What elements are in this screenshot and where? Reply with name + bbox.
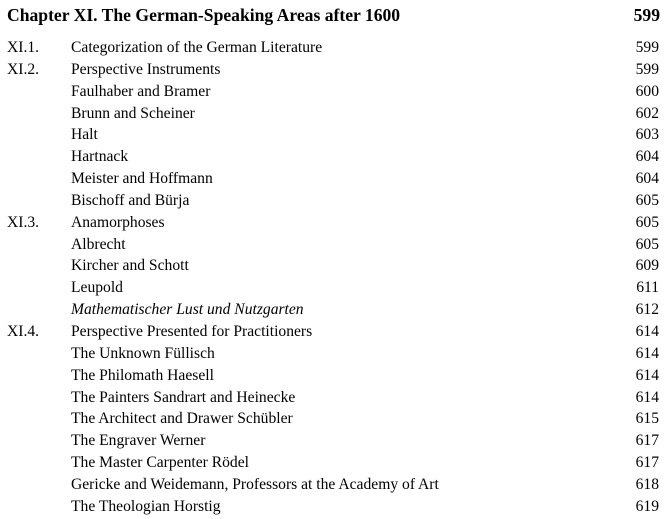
toc-entry [0, 235, 664, 257]
toc-entry [0, 344, 664, 366]
page-number: 615 [635, 410, 659, 428]
toc-entry [0, 453, 664, 475]
page-number: 599 [635, 39, 659, 56]
entry-title: Albrecht [71, 235, 126, 253]
page-number: 611 [636, 279, 659, 297]
toc-entry [0, 388, 664, 410]
page-number: 614 [635, 388, 659, 406]
page-number: 603 [635, 126, 659, 144]
page-number: 602 [635, 104, 659, 122]
page-number: 609 [635, 257, 659, 275]
entry-title: Perspective Presented for Practitioners [71, 322, 313, 340]
toc-entry [0, 38, 664, 60]
entry-title: Halt [71, 126, 98, 144]
toc-entry [0, 475, 664, 497]
entry-title: The Engraver Werner [71, 432, 206, 450]
page-number: 618 [635, 475, 659, 493]
entry-title: Meister and Hoffmann [71, 170, 213, 188]
toc-entry [0, 409, 664, 431]
entry-title: Categorization of the German Literature [71, 39, 323, 56]
page-number: 619 [635, 497, 659, 515]
page-number: 614 [635, 344, 659, 362]
page-number: 614 [635, 366, 659, 384]
toc-entry [0, 147, 664, 169]
entry-title: Kircher and Schott [71, 257, 189, 275]
toc-entry [0, 278, 664, 300]
page-number: 605 [635, 191, 659, 209]
entry-title: The Architect and Drawer Schübler [71, 410, 293, 428]
entry-title: Leupold [71, 279, 123, 297]
entry-title: Faulhaber and Bramer [71, 82, 211, 100]
section-number: XI.1. [7, 39, 40, 56]
toc-entry [0, 322, 664, 344]
chapter-page-number: 599 [633, 5, 660, 25]
entry-title: Anamorphoses [71, 213, 165, 231]
page-number: 617 [635, 454, 659, 472]
entry-title: The Master Carpenter Rödel [71, 454, 249, 472]
toc-entries [0, 38, 664, 519]
page-number: 605 [635, 235, 659, 253]
toc-entry [0, 300, 664, 322]
entry-title: Mathematischer Lust und Nutzgarten [71, 301, 304, 319]
page-number: 600 [635, 82, 659, 100]
entry-title: Bischoff and Bürja [71, 191, 190, 209]
page-number: 599 [635, 60, 659, 78]
page-number: 604 [635, 170, 659, 188]
toc-entry [0, 497, 664, 519]
toc-entry [0, 82, 664, 104]
entry-title: The Unknown Füllisch [71, 344, 215, 362]
toc-entry [0, 104, 664, 126]
toc-entry [0, 191, 664, 213]
section-number: XI.3. [7, 213, 40, 231]
entry-title: Hartnack [71, 148, 129, 166]
toc-entry [0, 213, 664, 235]
section-number: XI.4. [7, 322, 40, 340]
page-number: 604 [635, 148, 659, 166]
entry-title: Brunn and Scheiner [71, 104, 195, 122]
entry-title: The Theologian Horstig [71, 497, 221, 515]
entry-title: The Philomath Haesell [71, 366, 214, 384]
page-number: 614 [635, 322, 659, 340]
entry-title: The Painters Sandrart and Heinecke [71, 388, 296, 406]
toc-entry [0, 125, 664, 147]
toc-entry [0, 169, 664, 191]
chapter-heading [7, 4, 660, 26]
page-number: 617 [635, 432, 659, 450]
toc-entry [0, 431, 664, 453]
section-number: XI.2. [7, 60, 40, 78]
toc-entry [0, 256, 664, 278]
entry-title: Gericke and Weidemann, Professors at the Academy of Art [71, 475, 439, 493]
toc-entry [0, 366, 664, 388]
page-number: 612 [635, 301, 659, 319]
page-number: 605 [635, 213, 659, 231]
toc-entry [0, 60, 664, 82]
entry-title: Perspective Instruments [71, 60, 221, 78]
chapter-title: Chapter XI. The German-Speaking Areas after 1600 [7, 5, 401, 25]
